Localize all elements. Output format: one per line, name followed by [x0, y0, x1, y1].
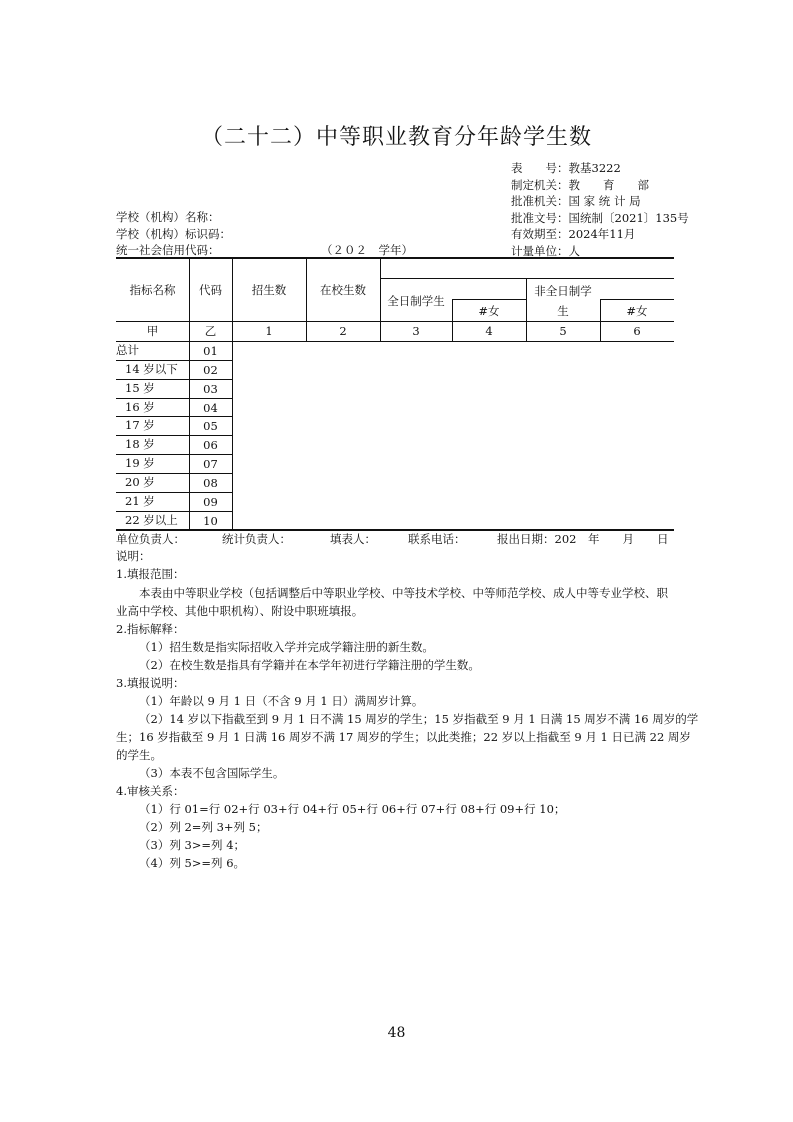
unit-of-measure: 计量单位：人	[511, 243, 580, 258]
header-indicator: 指标名称	[129, 283, 176, 297]
index-cell: 2	[339, 324, 347, 338]
index-cell: 3	[412, 324, 420, 338]
credit-code-label: 统一社会信用代码：	[116, 243, 220, 257]
row-name: 21 岁	[125, 494, 155, 508]
note-line: （1）行 01=行 02+行 03+行 04+行 05+行 06+行 07+行 08+行 09+行 10；	[139, 802, 566, 816]
school-id-label: 学校（机构）标识码：	[116, 226, 231, 241]
filler-label: 填表人：	[330, 532, 376, 546]
index-cell: 乙	[204, 324, 217, 338]
index-cell: 5	[559, 324, 567, 338]
note-line: （1）招生数是指实际招收入学并完成学籍注册的新生数。	[139, 640, 434, 654]
valid-until: 有效期至：2024年11月	[511, 227, 636, 241]
note-line: （3）列 3>=列 4；	[139, 838, 246, 852]
note-line: （2）在校生数是指具有学籍并在本学年初进行学籍注册的学生数。	[139, 658, 480, 672]
header-full-time: 全日制学生	[387, 294, 445, 308]
note-line: （4）列 5>=列 6。	[139, 856, 246, 870]
note-line: （2）列 2=列 3+列 5；	[139, 820, 268, 834]
row-code: 03	[203, 382, 218, 396]
row-code: 09	[203, 495, 218, 509]
header-code: 代码	[199, 283, 222, 297]
row-code: 07	[203, 457, 218, 471]
school-name-label: 学校（机构）名称：	[116, 210, 220, 224]
form-meta-left	[116, 209, 231, 259]
notes-heading: 说明：	[116, 549, 151, 563]
row-code: 10	[203, 514, 218, 528]
note-line: 的学生。	[116, 748, 162, 762]
row-code: 06	[203, 438, 218, 452]
note-line: 生；16 岁指截至 9 月 1 日满 16 周岁不满 17 周岁的学生；以此类推；22 岁以上指截至 9 月 1 日已满 22 周岁	[116, 730, 691, 744]
page-number: 48	[387, 1025, 406, 1041]
page-title: （二十二）中等职业教育分年龄学生数	[200, 125, 592, 150]
row-name: 15 岁	[125, 381, 155, 395]
section-heading: 3.填报说明：	[116, 676, 185, 690]
row-name: 17 岁	[125, 418, 155, 432]
row-code: 02	[203, 363, 218, 377]
index-cell: 6	[633, 324, 641, 338]
row-code: 01	[203, 344, 218, 358]
header-part-time-cont: 生	[557, 304, 569, 318]
stat-head-label: 统计负责人：	[222, 532, 291, 546]
row-name: 20 岁	[125, 475, 155, 489]
header-part-time-female: #女	[626, 304, 648, 318]
report-date-label: 报出日期：202 年 月 日	[497, 532, 669, 546]
row-name: 18 岁	[125, 437, 155, 451]
header-part-time: 非全日制学	[534, 284, 592, 298]
school-year: （２０２ 学年）	[321, 243, 413, 257]
issuing-authority: 制定机关：教 育 部	[511, 177, 649, 192]
section-heading: 4.审核关系：	[116, 784, 185, 798]
row-name: 总计	[116, 343, 139, 357]
approval-number: 批准文号：国统制〔2021〕135号	[511, 210, 689, 225]
note-line: （2）14 岁以下指截至到 9 月 1 日不满 15 周岁的学生；15 岁指截至 9 月 1 日满 15 周岁不满 16 周岁的学	[139, 712, 699, 726]
section-heading: 2.指标解释：	[116, 622, 185, 636]
unit-head-label: 单位负责人：	[116, 532, 185, 546]
phone-label: 联系电话：	[408, 532, 466, 546]
note-line: 业高中学校、其他中职机构）、附设中职班填报。	[116, 604, 364, 618]
row-name: 22 岁以上	[125, 513, 178, 527]
header-enrollment: 招生数	[251, 283, 287, 297]
table-top-rule	[116, 257, 674, 259]
index-cell: 甲	[146, 324, 159, 338]
index-cell: 1	[265, 324, 273, 338]
row-code: 08	[203, 476, 218, 490]
approving-authority: 批准机关：国 家 统 计 局	[511, 194, 641, 208]
row-name: 19 岁	[125, 456, 155, 470]
form-number: 表 号：教基3222	[511, 161, 621, 175]
form-meta-right	[511, 160, 689, 259]
note-line: （3）本表不包含国际学生。	[139, 766, 285, 780]
header-in-school: 在校生数	[320, 283, 366, 297]
note-line: 本表由中等职业学校（包括调整后中等职业学校、中等技术学校、中等师范学校、成人中等专业学校、职	[139, 586, 668, 600]
note-line: （1）年龄以 9 月 1 日（不含 9 月 1 日）满周岁计算。	[139, 694, 424, 708]
section-heading: 1.填报范围：	[116, 567, 185, 581]
header-full-time-female: #女	[478, 304, 500, 318]
row-name: 16 岁	[125, 400, 155, 414]
row-name: 14 岁以下	[125, 362, 178, 376]
row-code: 04	[203, 401, 218, 415]
row-code: 05	[203, 419, 218, 433]
index-cell: 4	[485, 324, 493, 338]
